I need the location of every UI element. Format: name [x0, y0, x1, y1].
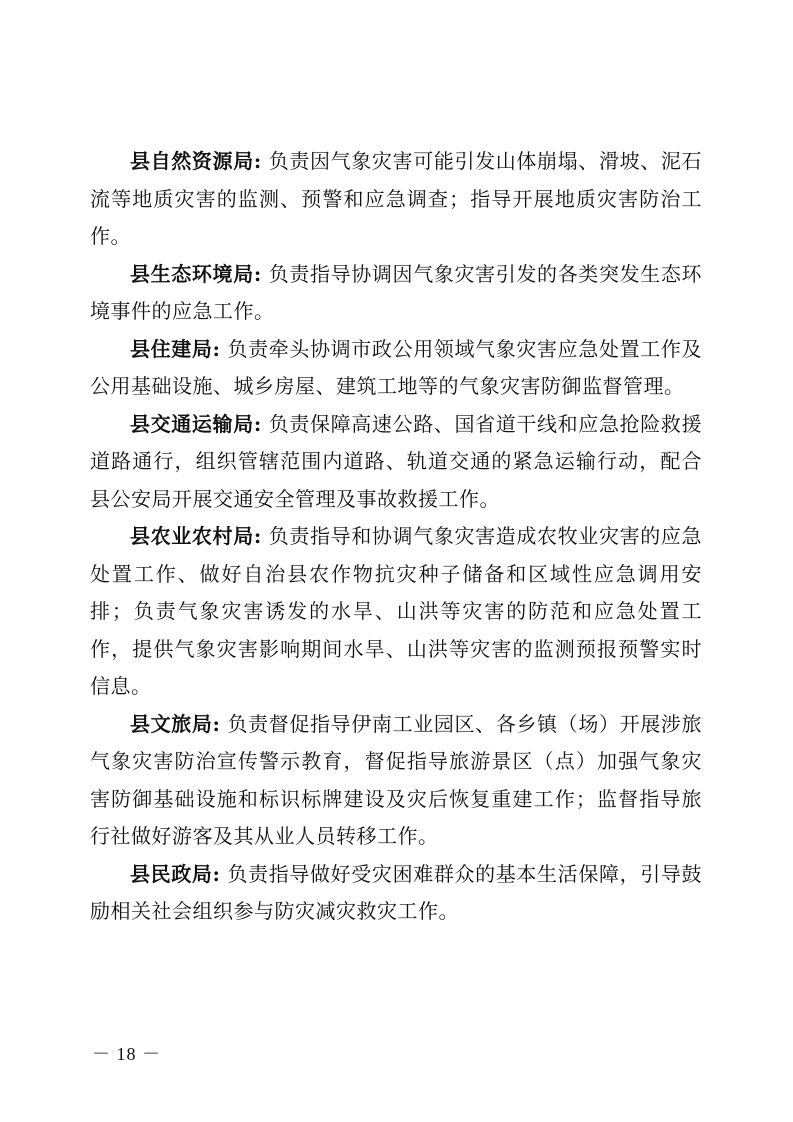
paragraph-natural-resources	[90, 143, 702, 256]
paragraph-text: 负责指导和协调气象灾害造成农牧业灾害的应急处置工作、做好自治县农作物抗灾种子储备和区域性应急调用安排；负责气象灾害诱发的水旱、山洪等灾害的防范和应急处置工作，提供气象灾害影响期间水旱、山洪等灾害的监测预报预警实时信息。	[90, 524, 702, 698]
paragraph-text: 负责指导协调因气象灾害引发的各类突发生态环境事件的应急工作。	[90, 261, 702, 323]
paragraph-housing-construction	[90, 331, 702, 406]
dept-label: 县自然资源局:	[130, 149, 262, 173]
paragraph-agriculture-rural	[90, 518, 702, 706]
dept-label: 县文旅局:	[130, 711, 221, 736]
document-body	[90, 143, 702, 931]
dept-label: 县生态环境局:	[130, 261, 262, 286]
dept-label: 县农业农村局:	[130, 524, 262, 548]
paragraph-text: 负责因气象灾害可能引发山体崩塌、滑坡、泥石流等地质灾害的监测、预警和应急调查；指导开展地质灾害防治工作。	[90, 149, 702, 248]
paragraph-text: 负责保障高速公路、国省道干线和应急抢险救援道路通行，组织管辖范围内道路、轨道交通的紧急运输行动，配合县公安局开展交通安全管理及事故救援工作。	[90, 411, 702, 511]
paragraph-text: 负责指导做好受灾困难群众的基本生活保障，引导鼓励相关社会组织参与防灾减灾救灾工作。	[90, 861, 703, 923]
page-number: － 18 －	[92, 1044, 161, 1064]
paragraph-culture-tourism	[90, 706, 702, 856]
paragraph-text: 负责督促指导伊南工业园区、各乡镇（场）开展涉旅气象灾害防治宣传警示教育，督促指导旅游景区（点）加强气象灾害防御基础设施和标识标牌建设及灾后恢复重建工作；监督指导旅行社做好游客及其从业人员转移工作。	[90, 711, 703, 848]
dept-label: 县民政局:	[130, 861, 221, 886]
paragraph-text: 负责牵头协调市政公用领域气象灾害应急处置工作及公用基础设施、城乡房屋、建筑工地等的气象灾害防御监督管理。	[90, 336, 703, 398]
paragraph-ecology-environment	[90, 256, 702, 331]
paragraph-civil-affairs	[90, 856, 702, 931]
paragraph-transportation	[90, 406, 702, 519]
dept-label: 县住建局:	[130, 336, 221, 361]
dept-label: 县交通运输局:	[130, 411, 262, 436]
